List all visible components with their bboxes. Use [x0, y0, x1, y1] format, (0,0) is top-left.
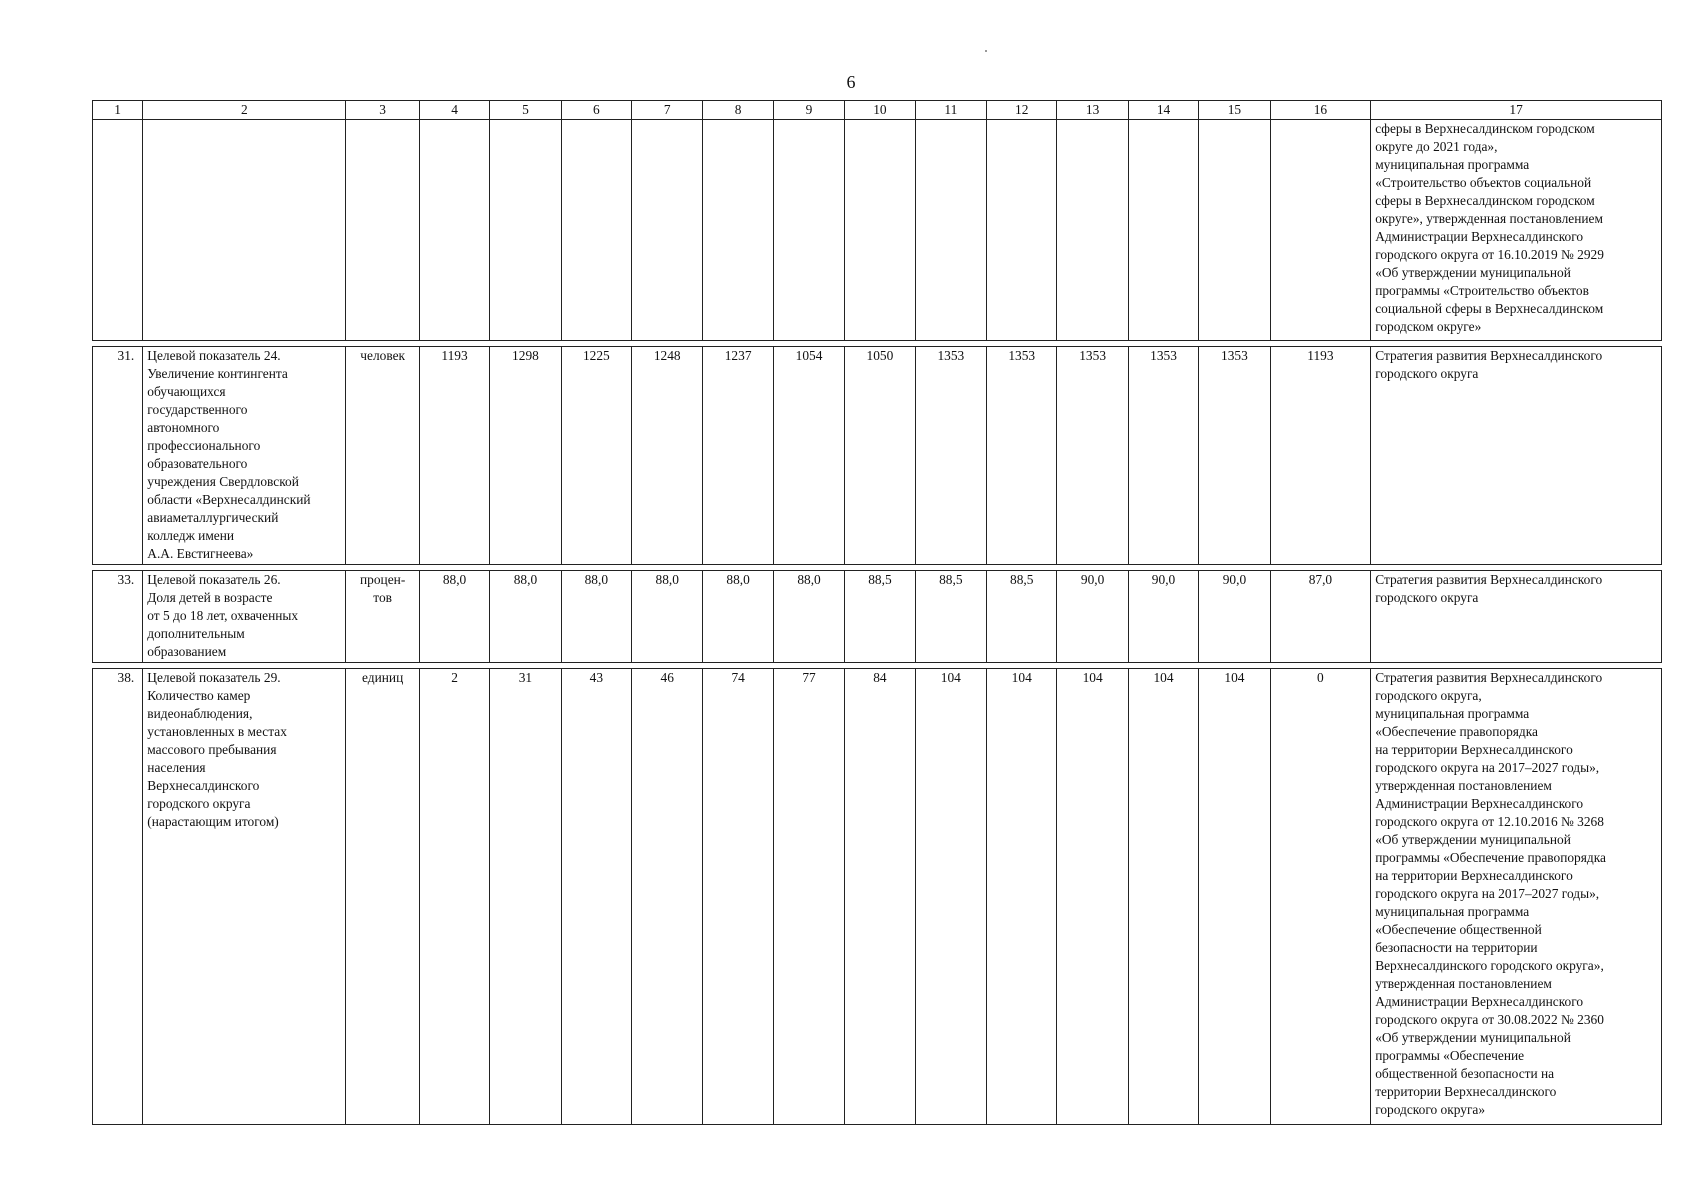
source-line: Администрации Верхнесалдинского	[1375, 796, 1584, 811]
value-cell: 88,0	[773, 571, 844, 663]
indicator-name-line: Увеличение контингента	[147, 366, 288, 381]
source-line: городского округа на 2017–2027 годы»,	[1375, 886, 1600, 901]
source-line: муниципальная программа	[1375, 157, 1530, 172]
unit-line: процен-	[359, 572, 406, 587]
source-line: «Об утверждении муниципальной	[1375, 1030, 1571, 1045]
column-number-row	[93, 101, 1662, 120]
indicator-name-line: области «Верхнесалдинский	[147, 492, 311, 507]
value-cell: 104	[1199, 669, 1270, 1125]
source-line: утвержденная постановлением	[1375, 778, 1552, 793]
source-cell	[1371, 669, 1662, 1125]
row-number: 31.	[93, 347, 143, 565]
value-cell: 90,0	[1057, 571, 1128, 663]
value-cell: 88,0	[490, 571, 561, 663]
source-line: городского округа от 12.10.2016 № 3268	[1375, 814, 1604, 829]
column-number: 4	[419, 101, 489, 120]
column-number: 13	[1057, 101, 1128, 120]
column-number: 2	[143, 101, 346, 120]
indicator-name-line: государственного	[147, 402, 248, 417]
source-line: социальной сферы в Верхнесалдинском	[1375, 301, 1604, 316]
value-cell: 87,0	[1270, 571, 1371, 663]
value-cell: 1353	[987, 347, 1057, 565]
source-line: городского округа от 16.10.2019 № 2929	[1375, 247, 1604, 262]
unit	[346, 669, 419, 1125]
indicator-name	[143, 347, 346, 565]
column-number: 9	[773, 101, 844, 120]
value-cell: 104	[1057, 669, 1128, 1125]
column-number: 10	[845, 101, 915, 120]
value-cell: 104	[915, 669, 986, 1125]
value-cell: 88,0	[703, 571, 773, 663]
value-cell: 1353	[915, 347, 986, 565]
unit-line: единиц	[362, 670, 404, 685]
source-line: сферы в Верхнесалдинском городском	[1375, 121, 1595, 136]
indicators-table	[92, 100, 1662, 1125]
indicator-name-line: установленных в местах	[147, 724, 287, 739]
value-cell: 1237	[703, 347, 773, 565]
source-line: муниципальная программа	[1375, 706, 1530, 721]
indicator-name-line: колледж имени	[147, 528, 235, 543]
value-cell: 31	[490, 669, 561, 1125]
column-number: 11	[915, 101, 986, 120]
source-line: округе», утвержденная постановлением	[1375, 211, 1603, 226]
value-cell: 1193	[1270, 347, 1371, 565]
value-cell: 104	[987, 669, 1057, 1125]
indicator-name-line: Количество камер	[147, 688, 251, 703]
value-cell: 88,5	[987, 571, 1057, 663]
indicator-name-line: массового пребывания	[147, 742, 277, 757]
value-cell: 43	[561, 669, 631, 1125]
value-cell: 104	[1128, 669, 1198, 1125]
source-line: безопасности на территории	[1375, 940, 1538, 955]
source-line: Стратегия развития Верхнесалдинского	[1375, 572, 1603, 587]
source-line: Стратегия развития Верхнесалдинского	[1375, 670, 1603, 685]
indicator-name-line: образовательного	[147, 456, 248, 471]
value-cell: 84	[845, 669, 915, 1125]
source-line: округе до 2021 года»,	[1375, 139, 1498, 154]
value-cell: 88,0	[632, 571, 703, 663]
value-cell: 88,5	[915, 571, 986, 663]
source-line: территории Верхнесалдинского	[1375, 1084, 1557, 1099]
value-cell: 90,0	[1199, 571, 1270, 663]
indicator-name	[143, 669, 346, 1125]
indicator-name-line: Целевой показатель 26.	[147, 572, 281, 587]
page-number: 6	[846, 72, 856, 92]
source-line: «Об утверждении муниципальной	[1375, 265, 1571, 280]
row-number: 33.	[93, 571, 143, 663]
source-line: сферы в Верхнесалдинском городском	[1375, 193, 1595, 208]
source-cell	[1371, 347, 1662, 565]
indicator-name-line: профессионального	[147, 438, 261, 453]
source-line: городского округа»	[1375, 1102, 1486, 1117]
source-line: Администрации Верхнесалдинского	[1375, 229, 1584, 244]
source-line: «Обеспечение правопорядка	[1375, 724, 1538, 739]
column-number: 1	[93, 101, 143, 120]
source-cell	[1371, 120, 1662, 341]
source-line: на территории Верхнесалдинского	[1375, 742, 1573, 757]
source-line: программы «Обеспечение правопорядка	[1375, 850, 1606, 865]
value-cell: 1193	[419, 347, 489, 565]
column-number: 15	[1199, 101, 1270, 120]
value-cell: 88,5	[845, 571, 915, 663]
value-cell: 1298	[490, 347, 561, 565]
source-line: Верхнесалдинского городского округа»,	[1375, 958, 1604, 973]
indicator-name-line: дополнительным	[147, 626, 245, 641]
table-row	[93, 571, 1662, 663]
source-line: Стратегия развития Верхнесалдинского	[1375, 348, 1603, 363]
source-line: муниципальная программа	[1375, 904, 1530, 919]
column-number: 17	[1371, 101, 1662, 120]
table-row	[93, 669, 1662, 1125]
value-cell: 88,0	[561, 571, 631, 663]
value-cell: 1050	[845, 347, 915, 565]
column-number: 14	[1128, 101, 1198, 120]
source-line: Администрации Верхнесалдинского	[1375, 994, 1584, 1009]
column-number: 12	[987, 101, 1057, 120]
source-line: городского округа	[1375, 366, 1479, 381]
source-line: программы «Строительство объектов	[1375, 283, 1589, 298]
indicator-name-line: Верхнесалдинского	[147, 778, 260, 793]
indicator-name-line: учреждения Свердловской	[147, 474, 299, 489]
indicator-name-line: авиаметаллургический	[147, 510, 279, 525]
value-cell: 46	[632, 669, 703, 1125]
indicator-name-line: обучающихся	[147, 384, 226, 399]
value-cell: 88,0	[419, 571, 489, 663]
value-cell: 77	[773, 669, 844, 1125]
continuation-row	[93, 120, 1662, 341]
value-cell: 90,0	[1128, 571, 1198, 663]
scan-speck	[985, 50, 987, 52]
value-cell: 1054	[773, 347, 844, 565]
source-line: на территории Верхнесалдинского	[1375, 868, 1573, 883]
indicator-name-line: от 5 до 18 лет, охваченных	[147, 608, 299, 623]
indicator-name-line: А.А. Евстигнеева»	[147, 546, 254, 561]
value-cell: 1353	[1128, 347, 1198, 565]
column-number: 3	[346, 101, 419, 120]
source-line: городского округа,	[1375, 688, 1482, 703]
unit-line: человек	[360, 348, 406, 363]
source-line: городского округа	[1375, 590, 1479, 605]
row-number: 38.	[93, 669, 143, 1125]
value-cell: 1225	[561, 347, 631, 565]
unit	[346, 347, 419, 565]
source-line: «Обеспечение общественной	[1375, 922, 1542, 937]
indicator-name-line: населения	[147, 760, 206, 775]
indicator-name-line: Целевой показатель 24.	[147, 348, 281, 363]
source-line: утвержденная постановлением	[1375, 976, 1552, 991]
indicator-name-line: видеонаблюдения,	[147, 706, 253, 721]
source-line: общественной безопасности на	[1375, 1066, 1555, 1081]
column-number: 6	[561, 101, 631, 120]
indicator-name-line: городского округа	[147, 796, 251, 811]
column-number: 16	[1270, 101, 1371, 120]
column-number: 7	[632, 101, 703, 120]
indicator-name	[143, 571, 346, 663]
indicator-name-line: образованием	[147, 644, 227, 659]
indicator-name-line: (нарастающим итогом)	[147, 814, 279, 829]
indicator-name-line: автономного	[147, 420, 220, 435]
source-line: городском округе»	[1375, 319, 1482, 334]
table-row	[93, 347, 1662, 565]
indicator-name-line: Доля детей в возрасте	[147, 590, 273, 605]
value-cell: 1248	[632, 347, 703, 565]
source-cell	[1371, 571, 1662, 663]
source-line: «Об утверждении муниципальной	[1375, 832, 1571, 847]
column-number: 8	[703, 101, 773, 120]
source-line: городского округа на 2017–2027 годы»,	[1375, 760, 1600, 775]
value-cell: 0	[1270, 669, 1371, 1125]
unit	[346, 571, 419, 663]
column-number: 5	[490, 101, 561, 120]
value-cell: 1353	[1057, 347, 1128, 565]
source-line: программы «Обеспечение	[1375, 1048, 1525, 1063]
indicator-name-line: Целевой показатель 29.	[147, 670, 281, 685]
source-line: городского округа от 30.08.2022 № 2360	[1375, 1012, 1604, 1027]
value-cell: 2	[419, 669, 489, 1125]
unit-line: тов	[373, 590, 392, 605]
value-cell: 1353	[1199, 347, 1270, 565]
source-line: «Строительство объектов социальной	[1375, 175, 1592, 190]
value-cell: 74	[703, 669, 773, 1125]
